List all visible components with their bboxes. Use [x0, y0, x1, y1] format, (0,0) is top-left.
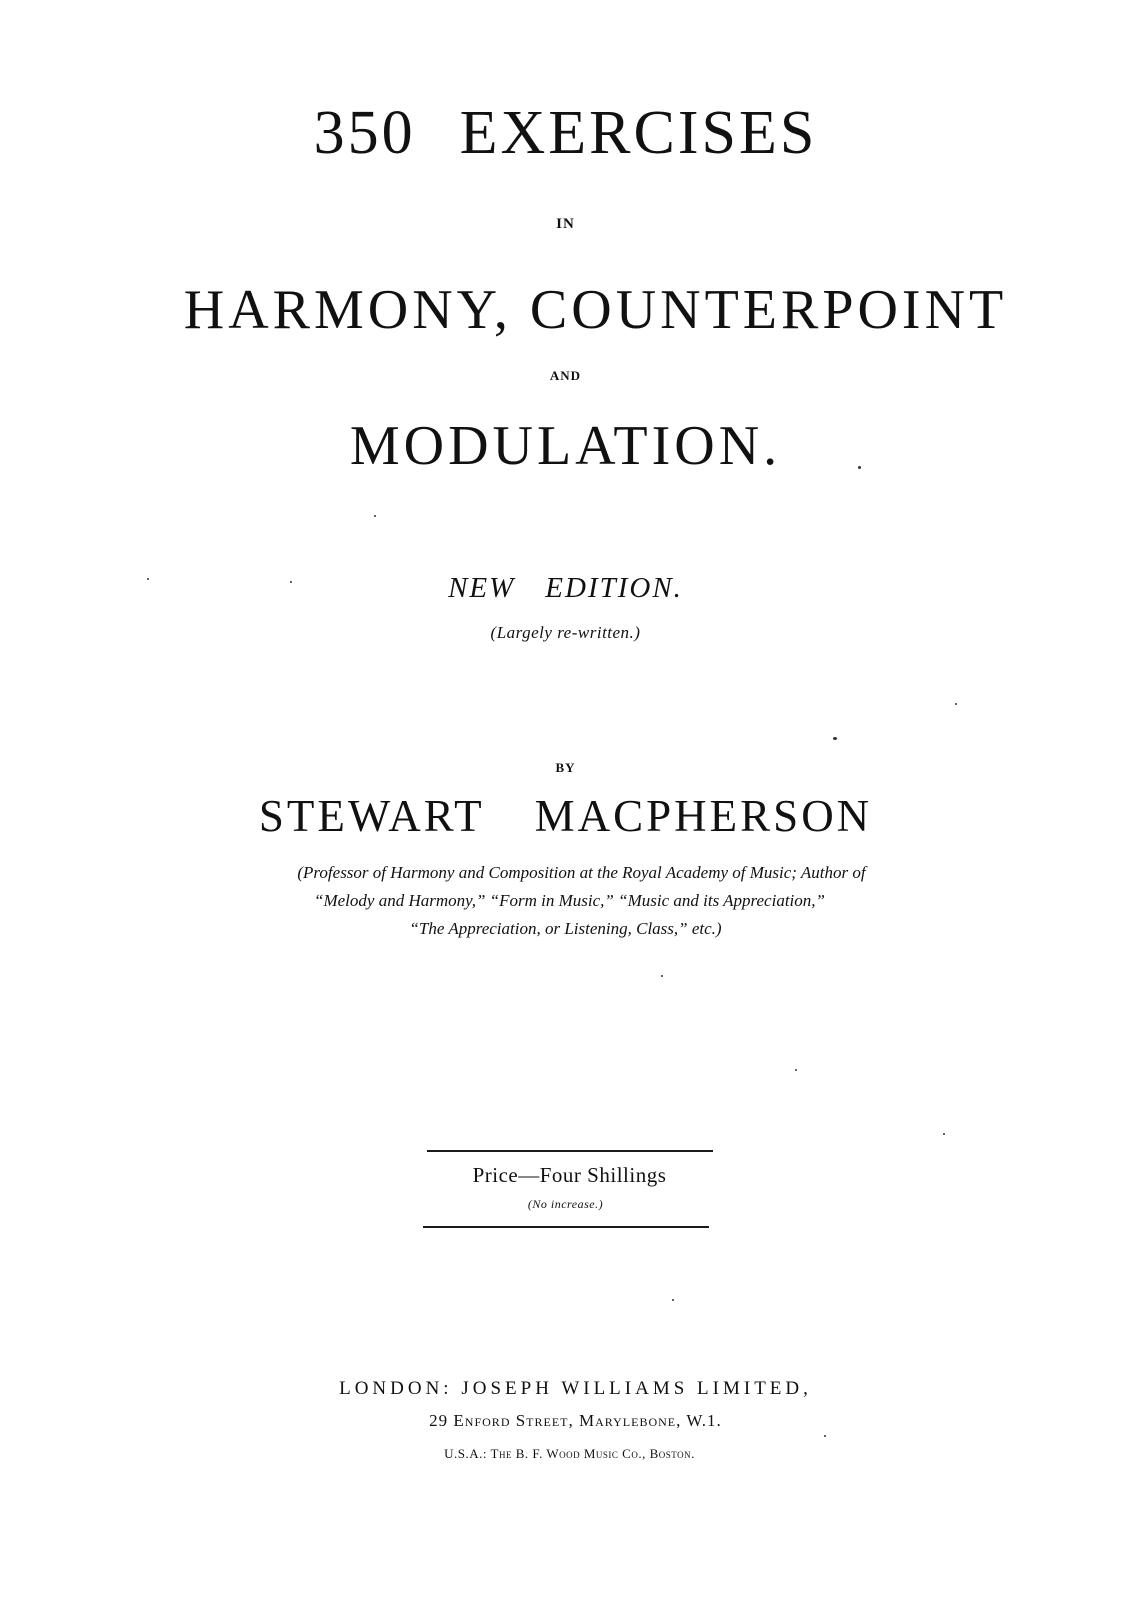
title-count: 350: [313, 99, 416, 167]
scan-speck: [374, 515, 376, 517]
title-heading: [0, 98, 1131, 169]
scan-speck: [955, 703, 957, 705]
scan-speck: [290, 581, 292, 583]
price-text: Price—Four Shillings: [472, 1163, 667, 1187]
usa-distributor: U.S.A.: The B. F. Wood Music Co., Boston.: [444, 1446, 695, 1461]
connector-and: AND: [549, 368, 582, 383]
author-last-name: MACPHERSON: [534, 791, 873, 841]
author-first-name: STEWART: [258, 791, 485, 841]
author-name: [0, 790, 1131, 842]
title-word: EXERCISES: [459, 99, 818, 167]
price-rule-bottom: [423, 1226, 709, 1228]
author-credit-line: (Professor of Harmony and Composition at the Royal Academy of Music; Author of: [297, 863, 866, 882]
scan-speck: [147, 578, 149, 580]
scan-speck: [858, 466, 861, 469]
author-credit-line: “The Appreciation, or Listening, Class,” etc.): [409, 919, 722, 938]
publisher-line: LONDON: JOSEPH WILLIAMS LIMITED,: [339, 1378, 812, 1399]
price-rule-top: [427, 1150, 713, 1152]
price-note: (No increase.): [527, 1197, 604, 1211]
edition-word-2: EDITION.: [545, 572, 683, 604]
scan-speck: [943, 1133, 945, 1135]
scan-speck: [795, 1069, 797, 1071]
scan-speck: [661, 975, 663, 977]
title-subjects: HARMONY, COUNTERPOINT: [183, 279, 1008, 341]
edition-note: (Largely re-written.): [490, 623, 641, 642]
scan-speck: [672, 1299, 674, 1301]
edition-label: [0, 572, 1131, 605]
scan-speck: [824, 1435, 826, 1437]
connector-by: BY: [555, 760, 576, 775]
title-last-subject: MODULATION.: [349, 415, 782, 477]
publisher-address: 29 Enford Street, Marylebone, W.1.: [429, 1411, 722, 1430]
author-credit-line: “Melody and Harmony,” “Form in Music,” “Music and its Appreciation,”: [314, 891, 825, 910]
scan-speck: [833, 737, 837, 740]
edition-word-1: NEW: [448, 572, 516, 604]
connector-in: IN: [556, 216, 575, 232]
